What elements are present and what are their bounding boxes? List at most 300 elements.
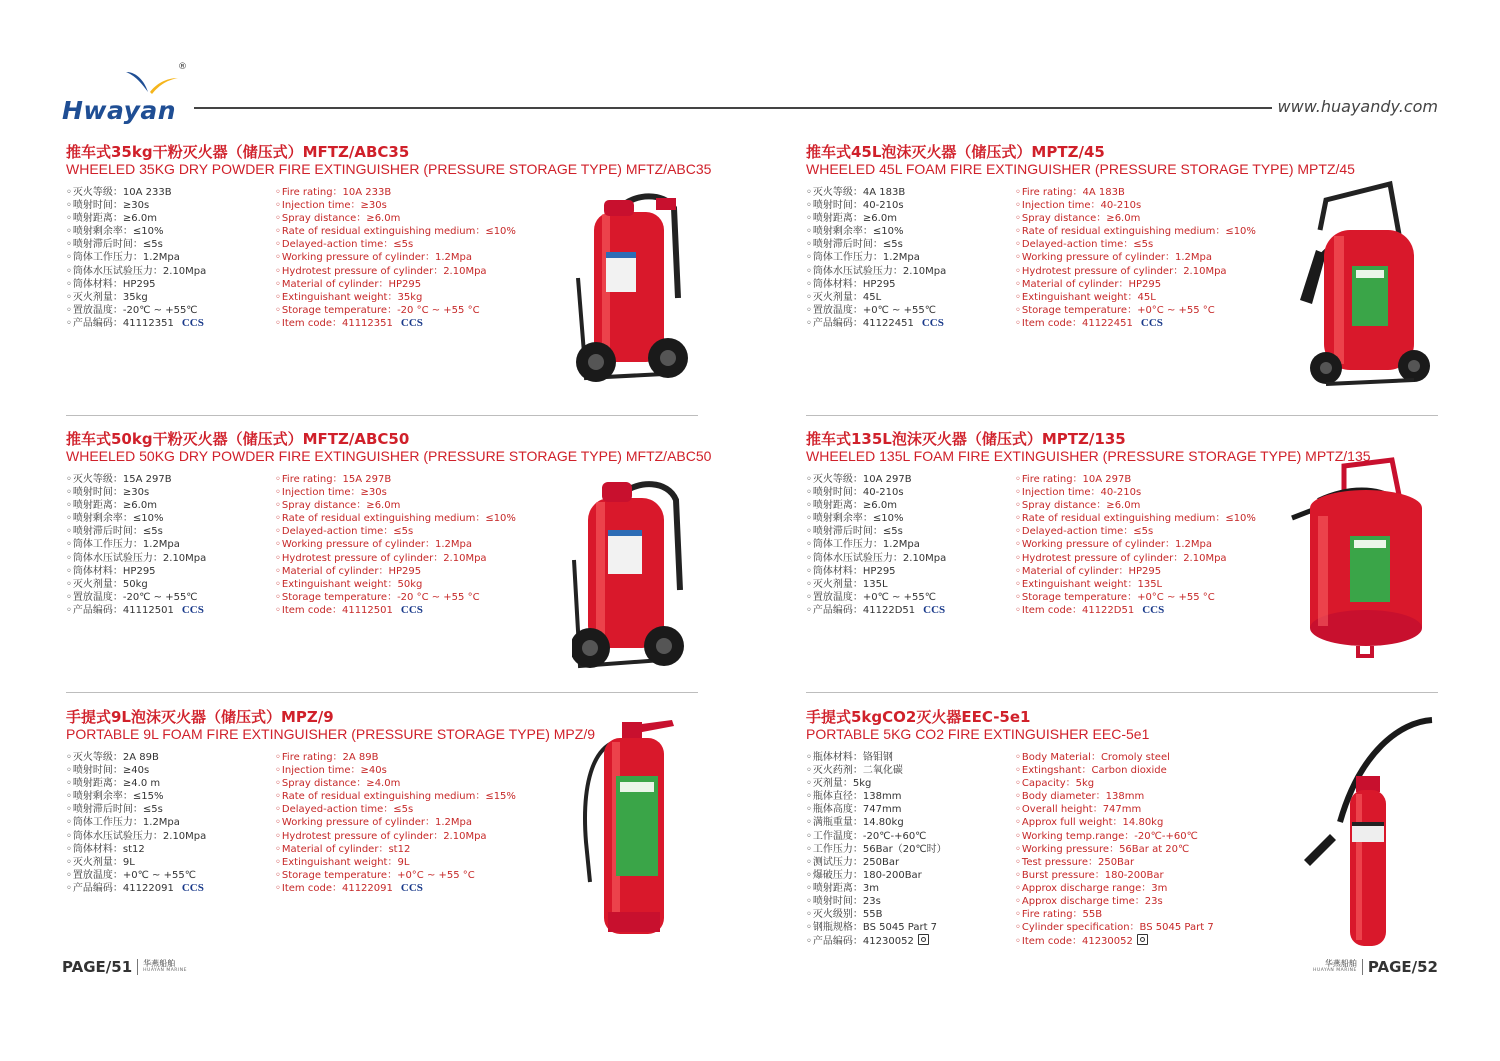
spec-item [806,212,946,225]
spec-item [1015,591,1256,604]
spec-text: Injection time：40-210s [1021,200,1142,212]
product-en-title: WHEELED 135L FOAM FIRE EXTINGUISHER (PRESSURE STORAGE TYPE) MPTZ/135 [806,448,1371,464]
spec-text: Material of cylinder：HP295 [1021,278,1162,290]
bird-logo-icon [122,66,180,96]
spec-text: Fire rating：15A 297B [281,474,392,485]
spec-item [275,473,516,486]
spec-item [275,499,516,512]
spec-text: 喷射滞后时间：≤5s [72,239,163,251]
spec-item [275,830,516,843]
spec-item [806,486,946,499]
spec-item [275,486,516,499]
spec-text: 喷射时间：≥30s [72,200,150,212]
product-en-title: WHEELED 45L FOAM FIRE EXTINGUISHER (PRESSURE STORAGE TYPE) MPTZ/45 [806,161,1355,177]
spec-text: Body Material：Cromoly steel [1021,752,1170,763]
spec-item [275,278,516,291]
spec-text: Delayed-action time：≤5s [1021,239,1154,251]
spec-text: Extinguishant weight：50kg [281,578,423,590]
spec-text: Material of cylinder：st12 [281,843,411,855]
spec-text: 灭火剂量：9L [72,856,135,868]
spec-text: 喷射时间：40-210s [812,487,904,499]
spec-text: Capacity：5kg [1021,778,1095,790]
spec-text: 钢瓶规格：BS 5045 Part 7 [812,922,938,934]
spec-text: 喷射距离：≥6.0m [72,500,157,512]
spec-item [66,212,206,225]
spec-item [66,304,206,317]
spec-item [275,199,516,212]
en-spec-list [275,751,516,895]
product-block-mftz-abc35 [66,141,712,341]
spec-item [275,212,516,225]
spec-item [275,882,516,895]
cn-spec-list [66,186,206,330]
spec-text: 测试压力：250Bar [812,856,900,868]
spec-item [275,565,516,578]
spec-text: Item code：41112351 [281,317,393,329]
spec-text: Overall height：747mm [1021,804,1142,816]
spec-text: 产品编码：41112351 [72,317,174,329]
spec-item [806,552,946,565]
spec-text: Rate of residual extinguishing medium：≤10% [1021,226,1256,238]
spec-text: 喷射距离：≥6.0m [812,500,897,512]
spec-text: Cylinder specification：BS 5045 Part 7 [1021,922,1214,934]
cn-spec-list [806,473,946,617]
ccs-cert-mark: CCS [400,603,423,616]
spec-text: 筒体工作压力：1.2Mpa [812,539,920,551]
spec-item [66,591,206,604]
spec-text: Extinguishant weight：9L [281,856,410,868]
spec-text: 喷射时间：40-210s [812,200,904,212]
ccs-cert-mark: CCS [921,316,944,329]
spec-item [1015,486,1256,499]
cert-seal-icon [1137,934,1148,945]
spec-text: 筒体工作压力：1.2Mpa [72,539,180,551]
footer-brand-right [1313,960,1357,974]
spec-text: 灭火药剂：二氧化碳 [812,765,903,777]
spec-item [1015,565,1256,578]
wheeled-foam-extinguisher-135l-image [1288,456,1438,666]
spec-text: Extinguishant weight：45L [1021,291,1156,303]
spec-text: Working pressure：56Bar at 20℃ [1021,843,1190,855]
page-number-left: PAGE/51 [62,958,133,976]
spec-item [806,751,947,764]
website-url[interactable]: www.huayandy.com [1277,97,1438,116]
spec-text: 喷射时间：23s [812,896,881,908]
spec-text: Delayed-action time：≤5s [281,526,414,538]
spec-item [1015,199,1256,212]
spec-text: Hydrotest pressure of cylinder：2.10Mpa [281,552,487,564]
spec-item [275,538,516,551]
footer-right [1313,958,1438,976]
spec-item [1015,473,1256,486]
spec-item [275,552,516,565]
ccs-cert-mark: CCS [181,881,204,894]
spec-item [66,869,206,882]
spec-text: Extinguishant weight：135L [1021,578,1163,590]
spec-item [66,830,206,843]
spec-item [275,251,516,264]
section-divider [806,415,1438,416]
spec-text: Fire rating：4A 183B [1021,187,1125,198]
spec-item [1015,186,1256,199]
spec-item [806,803,947,816]
spec-text: 喷射剩余率：≤10% [812,513,904,525]
spec-item [1015,921,1214,934]
spec-item [1015,830,1214,843]
cn-spec-list [66,751,206,895]
spec-text: 灭火剂量：135L [812,578,888,590]
spec-item [1015,278,1256,291]
en-spec-list [1015,751,1214,947]
spec-text: Working temp.range：-20℃-+60℃ [1021,830,1198,842]
header-rule [194,107,1272,109]
spec-item [275,790,516,803]
spec-item [1015,803,1214,816]
spec-item [1015,908,1214,921]
ccs-cert-mark: CCS [1140,316,1163,329]
brand-cn: 华燕船舶 [143,959,176,969]
spec-text: Approx discharge range：3m [1021,882,1168,894]
spec-item [66,225,206,238]
spec-text: Working pressure of cylinder：1.2Mpa [281,817,472,829]
spec-item [1015,265,1256,278]
spec-text: Item code：41122D51 [1021,604,1135,616]
spec-text: 喷射滞后时间：≤5s [72,526,163,538]
spec-item [1015,512,1256,525]
product-cn-title: 推车式35kg干粉灭火器（储压式）MFTZ/ABC35 [66,143,410,161]
spec-text: 灭火等级：15A 297B [72,474,172,485]
section-divider [66,692,698,693]
spec-item [1015,251,1256,264]
spec-text: Fire rating：10A 233B [281,187,392,198]
spec-text: 置放温度：+0℃ ~ +55℃ [72,869,196,881]
spec-item [66,199,206,212]
spec-text: Spray distance：≥6.0m [1021,500,1141,512]
spec-text: Storage temperature：-20 °C ~ +55 °C [281,591,480,603]
spec-text: Injection time：≥30s [281,200,387,212]
spec-item [806,895,947,908]
spec-text: 筒体水压试验压力：2.10Mpa [812,265,947,277]
spec-text: 筒体材料：HP295 [812,565,896,577]
spec-text: 灭火等级：2A 89B [72,752,159,763]
en-spec-list [275,186,516,330]
spec-text: Item code：41112501 [281,604,393,616]
spec-text: 筒体水压试验压力：2.10Mpa [72,265,207,277]
spec-item [1015,934,1214,947]
ccs-cert-mark: CCS [923,603,946,616]
spec-item [806,278,946,291]
spec-text: 筒体工作压力：1.2Mpa [72,817,180,829]
section-divider [806,692,1438,693]
spec-text: 置放温度：-20℃ ~ +55℃ [72,591,198,603]
spec-text: Storage temperature：+0°C ~ +55 °C [1021,591,1215,603]
cn-spec-list [806,751,947,947]
spec-item [275,317,516,330]
spec-text: Item code：41122451 [1021,317,1133,329]
spec-text: Rate of residual extinguishing medium：≤15% [281,791,516,803]
spec-text: 筒体水压试验压力：2.10Mpa [812,552,947,564]
spec-text: 筒体材料：st12 [72,843,145,855]
spec-text: Injection time：≥30s [281,487,387,499]
spec-item [806,265,946,278]
spec-item [275,525,516,538]
spec-item [275,225,516,238]
spec-item [66,777,206,790]
spec-text: Rate of residual extinguishing medium：≤10% [1021,513,1256,525]
spec-item [806,525,946,538]
product-en-title: WHEELED 50KG DRY POWDER FIRE EXTINGUISHER (PRESSURE STORAGE TYPE) MFTZ/ABC50 [66,448,712,464]
spec-item [806,304,946,317]
spec-item [806,186,946,199]
spec-text: 筒体材料：HP295 [812,278,896,290]
spec-text: 置放温度：+0℃ ~ +55℃ [812,591,936,603]
en-spec-list [1015,186,1256,330]
spec-text: 瓶体直径：138mm [812,791,902,803]
spec-item [66,238,206,251]
cn-spec-list [806,186,946,330]
spec-item [806,816,947,829]
spec-item [806,238,946,251]
spec-item [66,186,206,199]
spec-text: Rate of residual extinguishing medium：≤10% [281,513,516,525]
ccs-cert-mark: CCS [181,316,204,329]
spec-text: 置放温度：+0℃ ~ +55℃ [812,304,936,316]
product-block-mftz-abc50 [66,428,712,628]
page-number-right: PAGE/52 [1367,958,1438,976]
spec-text: 筒体材料：HP295 [72,278,156,290]
spec-item [806,856,947,869]
product-cn-title: 手提式9L泡沫灭火器（储压式）MPZ/9 [66,708,334,726]
spec-item [66,751,206,764]
spec-item [66,486,206,499]
spec-text: Delayed-action time：≤5s [281,239,414,251]
spec-text: 满瓶重量：14.80kg [812,817,904,829]
spec-item [1015,777,1214,790]
spec-item [275,816,516,829]
spec-text: Working pressure of cylinder：1.2Mpa [1021,252,1212,264]
spec-item [66,816,206,829]
spec-text: 灭火剂量：35kg [72,291,148,303]
product-block-mpz-9 [66,706,595,906]
spec-item [806,591,946,604]
spec-text: 灭火级别：55B [812,909,883,921]
product-block-mptz-135 [806,428,1371,628]
product-block-mptz-45 [806,141,1355,341]
spec-text: Hydrotest pressure of cylinder：2.10Mpa [1021,552,1227,564]
cert-seal-icon [918,934,929,945]
spec-item [275,238,516,251]
footer-left [62,958,187,976]
spec-text: 灭火等级：10A 233B [72,187,172,198]
spec-text: Working pressure of cylinder：1.2Mpa [281,539,472,551]
spec-text: 工作温度：-20℃-+60℃ [812,830,927,842]
brand-en: HUAYAN MARINE [1313,968,1357,974]
spec-text: 喷射距离：≥6.0m [812,213,897,225]
spec-item [1015,604,1256,617]
spec-item [275,512,516,525]
spec-item [1015,291,1256,304]
spec-text: Approx discharge time：23s [1021,896,1163,908]
spec-item [66,265,206,278]
spec-item [806,790,947,803]
spec-item [1015,895,1214,908]
spec-text: Storage temperature：+0°C ~ +55 °C [1021,304,1215,316]
spec-item [806,499,946,512]
spec-text: 喷射距离：3m [812,882,880,894]
spec-item [66,790,206,803]
spec-text: Material of cylinder：HP295 [281,565,422,577]
product-cn-title: 推车式45L泡沫灭火器（储压式）MPTZ/45 [806,143,1105,161]
spec-text: Extinguishant weight：35kg [281,291,423,303]
spec-text: 筒体材料：HP295 [72,565,156,577]
spec-item [1015,869,1214,882]
spec-item [806,538,946,551]
spec-text: Spray distance：≥4.0m [281,778,401,790]
spec-text: Item code：41122091 [281,882,393,894]
spec-item [1015,764,1214,777]
spec-text: 灭剂量：5kg [812,778,872,790]
spec-item [275,591,516,604]
spec-item [66,803,206,816]
spec-text: Hydrotest pressure of cylinder：2.10Mpa [281,830,487,842]
spec-item [66,856,206,869]
spec-item [1015,525,1256,538]
spec-item [806,934,947,947]
spec-text: 喷射剩余率：≤10% [72,226,164,238]
spec-text: Storage temperature：-20 °C ~ +55 °C [281,304,480,316]
spec-text: 喷射距离：≥6.0m [72,213,157,225]
spec-text: 喷射滞后时间：≤5s [72,804,163,816]
spec-text: Material of cylinder：HP295 [1021,565,1162,577]
spec-text: 产品编码：41122D51 [812,604,916,616]
spec-item [806,604,946,617]
spec-text: 喷射距离：≥4.0 m [72,778,161,790]
spec-text: Fire rating：10A 297B [1021,474,1132,485]
spec-item [806,830,947,843]
spec-text: Material of cylinder：HP295 [281,278,422,290]
spec-item [66,251,206,264]
spec-text: Hydrotest pressure of cylinder：2.10Mpa [281,265,487,277]
spec-item [275,604,516,617]
spec-text: Injection time：≥40s [281,765,387,777]
spec-item [806,317,946,330]
wheeled-powder-extinguisher-35kg-image [574,178,696,388]
product-en-title: PORTABLE 9L FOAM FIRE EXTINGUISHER (PRESSURE STORAGE TYPE) MPZ/9 [66,726,595,742]
spec-item [66,278,206,291]
spec-item [275,869,516,882]
ccs-cert-mark: CCS [400,881,423,894]
spec-text: Working pressure of cylinder：1.2Mpa [281,252,472,264]
spec-item [66,499,206,512]
spec-text: Delayed-action time：≤5s [281,804,414,816]
footer-separator [137,959,138,975]
spec-item [275,265,516,278]
spec-text: 灭火剂量：45L [812,291,882,303]
spec-item [275,856,516,869]
spec-text: Item code：41230052 [1021,936,1133,948]
spec-item [1015,843,1214,856]
spec-text: Delayed-action time：≤5s [1021,526,1154,538]
spec-item [806,291,946,304]
spec-item [1015,856,1214,869]
spec-text: Extingshant：Carbon dioxide [1021,765,1167,777]
ccs-cert-mark: CCS [1142,603,1165,616]
spec-item [66,565,206,578]
spec-item [806,565,946,578]
spec-text: 喷射剩余率：≤10% [812,226,904,238]
spec-item [1015,225,1256,238]
spec-item [806,843,947,856]
footer-separator [1362,959,1363,975]
spec-text: Approx full weight：14.80kg [1021,817,1164,829]
spec-text: Injection time：40-210s [1021,487,1142,499]
ccs-cert-mark: CCS [400,316,423,329]
spec-text: 喷射滞后时间：≤5s [812,239,903,251]
brand-cn: 华燕船舶 [1324,959,1357,969]
spec-item [1015,304,1256,317]
spec-text: 瓶体材料：铬钼钢 [812,752,893,763]
spec-item [66,473,206,486]
spec-item [1015,816,1214,829]
spec-text: 筒体工作压力：1.2Mpa [812,252,920,264]
spec-text: Spray distance：≥6.0m [281,500,401,512]
spec-text: Storage temperature：+0°C ~ +55 °C [281,869,475,881]
spec-text: 产品编码：41112501 [72,604,174,616]
footer-brand-left [143,960,187,974]
spec-text: Spray distance：≥6.0m [1021,213,1141,225]
spec-item [66,764,206,777]
spec-text: 筒体工作压力：1.2Mpa [72,252,180,264]
section-divider [66,415,698,416]
spec-text: 喷射时间：≥30s [72,487,150,499]
wheeled-foam-extinguisher-45l-image [1296,180,1436,395]
spec-text: 工作压力：56Bar（20℃时） [812,843,947,855]
spec-text: 瓶体高度：747mm [812,804,902,816]
spec-item [806,199,946,212]
spec-item [66,604,206,617]
spec-item [1015,317,1256,330]
spec-text: 爆破压力：180-200Bar [812,869,922,881]
spec-item [1015,552,1256,565]
en-spec-list [1015,473,1256,617]
spec-text: 产品编码：41122451 [812,317,914,329]
product-en-title: WHEELED 35KG DRY POWDER FIRE EXTINGUISHER (PRESSURE STORAGE TYPE) MFTZ/ABC35 [66,161,712,177]
spec-item [275,843,516,856]
spec-item [66,525,206,538]
company-logo [62,62,192,126]
product-block-eec-5e1 [806,706,1306,956]
spec-text: Fire rating：2A 89B [281,752,379,763]
spec-text: 喷射剩余率：≤15% [72,791,164,803]
spec-item [806,473,946,486]
spec-item [1015,751,1214,764]
spec-text: Test pressure：250Bar [1021,856,1135,868]
spec-item [66,512,206,525]
spec-text: Fire rating：55B [1021,909,1103,921]
spec-text: 灭火剂量：50kg [72,578,148,590]
spec-item [66,538,206,551]
portable-foam-extinguisher-9l-image [578,712,688,937]
spec-item [275,304,516,317]
spec-item [806,578,946,591]
spec-item [806,764,947,777]
spec-item [1015,578,1256,591]
spec-item [275,803,516,816]
spec-item [806,882,947,895]
spec-text: Rate of residual extinguishing medium：≤10% [281,226,516,238]
spec-item [275,578,516,591]
spec-text: 喷射时间：≥40s [72,765,150,777]
